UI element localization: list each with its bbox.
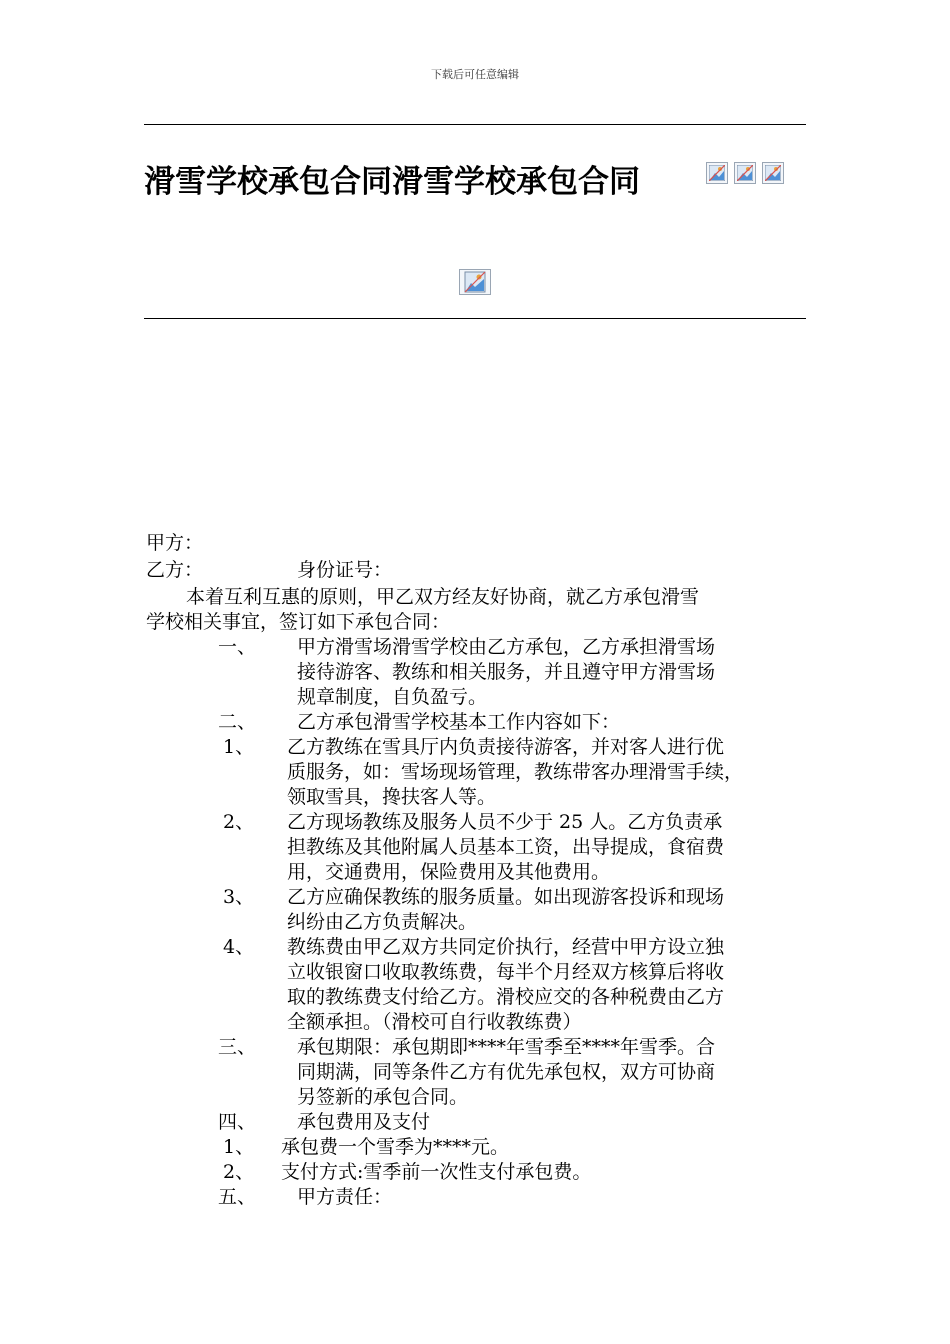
clause-number: 二、 [218,711,257,733]
broken-image-icon [762,162,784,184]
clause-line: 接待游客、教练和相关服务，并且遵守甲方滑雪场 [297,661,716,683]
party-b-label: 乙方： [146,559,204,581]
subclause-line: 领取雪具，搀扶客人等。 [287,786,497,808]
subclause-line: 支付方式:雪季前一次性支付承包费。 [281,1161,592,1183]
broken-image-icon [459,269,491,295]
subclause-number: 2、 [223,811,255,833]
subclause-number: 1、 [223,736,255,758]
clause-line: 承包期限：承包期即****年雪季至****年雪季。合 [297,1036,716,1058]
subclause-number: 2、 [223,1161,255,1183]
bottom-rule [144,318,806,319]
clause-line: 承包费用及支付 [297,1111,431,1133]
header-note: 下载后可任意编辑 [431,68,519,81]
clause-line: 规章制度，自负盈亏。 [297,686,488,708]
subclause-line: 乙方现场教练及服务人员不少于 25 人。乙方负责承 [287,811,723,833]
title-image-group [706,162,784,184]
clause-line: 另签新的承包合同。 [297,1086,469,1108]
subclause-line: 担教练及其他附属人员基本工资，出导提成，食宿费 [287,836,725,858]
subclause-line: 立收银窗口收取教练费，每半个月经双方核算后将收 [287,961,725,983]
subclause-line: 质服务，如：雪场现场管理，教练带客办理滑雪手续， [287,761,744,783]
subclause-number: 1、 [223,1136,255,1158]
broken-image-icon [734,162,756,184]
clause-line: 甲方滑雪场滑雪学校由乙方承包，乙方承担滑雪场 [297,636,716,658]
subclause-number: 3、 [223,886,255,908]
subclause-line: 取的教练费支付给乙方。滑校应交的各种税费由乙方 [287,986,725,1008]
subclause-line: 用，交通费用，保险费用及其他费用。 [287,861,611,883]
subclause-line: 乙方应确保教练的服务质量。如出现游客投诉和现场 [287,886,725,908]
party-a-label: 甲方： [146,532,204,554]
broken-image-icon [706,162,728,184]
subclause-line: 纠纷由乙方负责解决。 [287,911,478,933]
subclause-line: 全额承担。（滑校可自行收教练费） [287,1011,582,1033]
clause-number: 三、 [218,1036,257,1058]
clause-line: 乙方承包滑雪学校基本工作内容如下： [297,711,621,733]
id-number-label: 身份证号： [297,559,393,581]
clause-line: 甲方责任： [297,1186,393,1208]
document-title: 滑雪学校承包合同滑雪学校承包合同 [144,164,640,200]
clause-number: 一、 [218,636,257,658]
subclause-line: 教练费由甲乙双方共同定价执行，经营中甲方设立独 [287,936,725,958]
subclause-line: 乙方教练在雪具厅内负责接待游客，并对客人进行优 [287,736,725,758]
clause-number: 四、 [218,1111,257,1133]
subclause-number: 4、 [223,936,255,958]
clause-number: 五、 [218,1186,257,1208]
subclause-line: 承包费一个雪季为****元。 [281,1136,510,1158]
clause-line: 同期满，同等条件乙方有优先承包权，双方可协商 [297,1061,716,1083]
intro-line: 学校相关事宜，签订如下承包合同： [146,611,451,633]
top-rule [144,124,806,125]
intro-line: 本着互利互惠的原则，甲乙双方经友好协商，就乙方承包滑雪 [186,586,700,608]
